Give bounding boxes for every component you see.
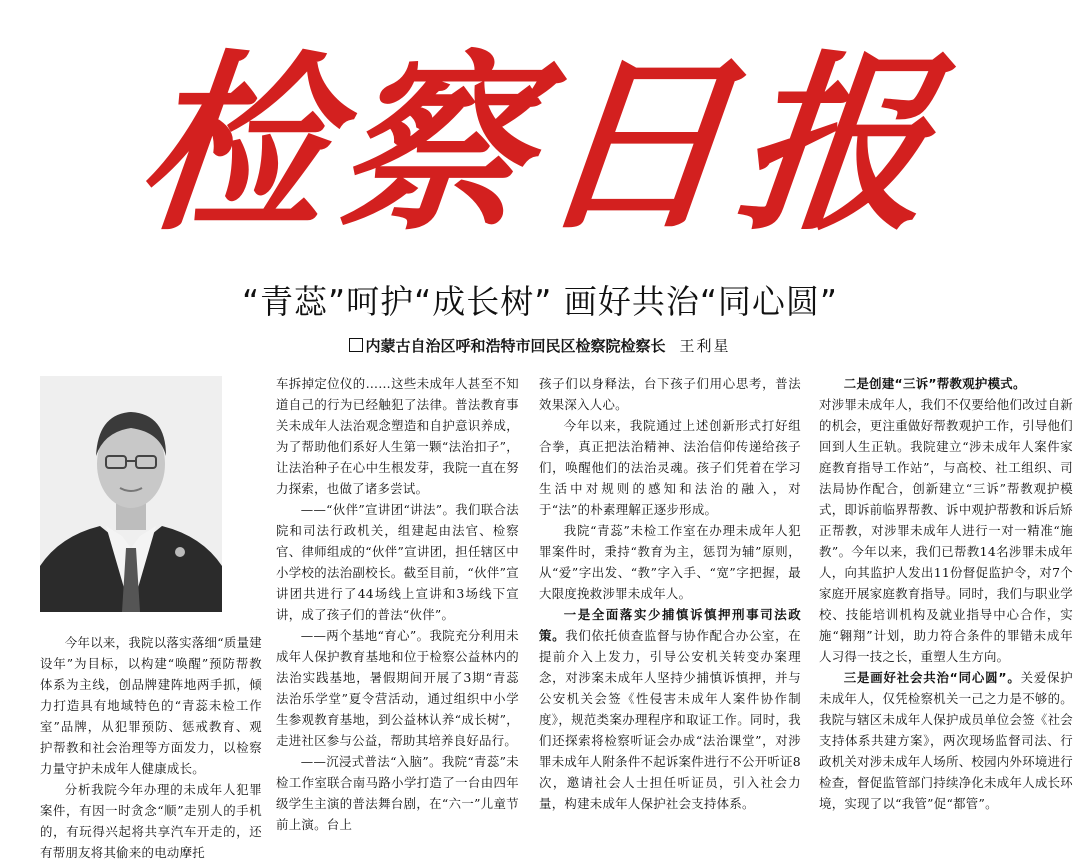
paragraph: 今年以来，我院以落实落细“质量建设年”为目标，以构建“唤醒”预防帮教体系为主线，创品牌建阵地两手抓，倾力打造具有地域特色的“青蕊未检工作室”品牌，从犯罪预防、惩戒教育、观护帮教和社会治理等方面发力，以检察力量守护未成年人健康成长。	[40, 635, 262, 776]
paragraph: 分析我院今年办理的未成年人犯罪案件，有因一时贪念“顺”走别人的手机的，有玩得兴起将共享汽车开走的，还有帮朋友将其偷来的电动摩托	[40, 782, 262, 860]
section-heading: 三是画好社会共治“同心圆”。	[843, 670, 1021, 685]
article-column-1	[40, 632, 262, 863]
author-portrait-photo	[40, 376, 222, 612]
article-column-3	[539, 373, 801, 814]
paragraph-text: 我们依托侦查监督与协作配合办公室，在提前介入上发力，引导公安机关转变办案理念，对涉案未成年人坚持少捕慎诉慎押，并与公安机关会签《性侵害未成年人案件协作制度》，规范类案办理程序和取证工作。同时，我们还探索将检察听证会办成“法治课堂”，对涉罪未成年人附条件不起诉案件进行不公开听证8次，邀请社会人士担任听证员，引入社会力量，构建未成年人保护社会支持体系。	[539, 628, 801, 811]
byline-author: 王利星	[679, 337, 731, 355]
paragraph: 孩子们以身释法，台下孩子们用心思考，普法效果深入人心。	[539, 376, 801, 412]
paragraph: ——“伙伴”宣讲团“讲法”。我们联合法院和司法行政机关，组建起由法官、检察官、律师组成的“伙伴”宣讲团，担任辖区中小学校的法治副校长。截至目前，“伙伴”宣讲团共进行了44场线上宣讲和3场线下宣讲，成了孩子们的普法“伙伴”。	[276, 502, 519, 622]
paragraph: ——两个基地“育心”。我院充分利用未成年人保护教育基地和位于检察公益林内的法治实践基地，暑假期间开展了3期“青蕊法治乐学堂”夏令营活动，通过组织中小学生参观教育基地，到公益林认养“成长树”，走进社区参与公益，帮助其培养良好品行。	[276, 628, 519, 748]
section-heading-2	[819, 373, 1073, 394]
paragraph: 对涉罪未成年人，我们不仅要给他们改过自新的机会，更注重做好帮教观护工作，引导他们回到人生正轨。我院建立“涉未成年人案件家庭教育指导工作站”，与高校、社工组织、司法局协作配合，创新建立“三诉”帮教观护模式，即诉前临界帮教、诉中观护帮教和诉后矫正帮教，对涉罪未成年人进行一对一精准“施教”。今年以来，我们已帮教14名涉罪未成年人，向其监护人发出11份督促监护令，对7个家庭开展家庭教育指导。同时，我们与职业学校、技能培训机构及就业指导中心合作，实施“翱翔”计划，助力符合条件的罪错未成年人习得一技之长，重塑人生方向。	[819, 397, 1073, 664]
section-heading: 二是创建“三诉”帮教观护模式。	[843, 376, 1026, 391]
byline-org: 内蒙古自治区呼和浩特市回民区检察院检察长	[365, 337, 666, 355]
byline	[0, 335, 1080, 356]
article-column-4	[819, 373, 1073, 814]
paragraph: 今年以来，我院通过上述创新形式打好组合拳，真正把法治精神、法治信仰传递给孩子们，唤醒他们的法治灵魂。孩子们凭着在学习生活中对规则的感知和法治的融入，对于“法”的朴素理解正逐步形成。	[539, 418, 801, 517]
portrait-photo-icon	[40, 376, 222, 612]
paragraph: 车拆掉定位仪的……这些未成年人甚至不知道自己的行为已经触犯了法律。普法教育事关未成年人法治观念塑造和自护意识养成，为了帮助他们系好人生第一颗“法治扣子”，让法治种子在心中生根发芽，我院一直在努力探索，也做了诸多尝试。	[276, 376, 519, 496]
square-box-icon	[349, 338, 363, 352]
paragraph-text: 关爱保护未成年人，仅凭检察机关一己之力是不够的。我院与辖区未成年人保护成员单位会签《社会支持体系共建方案》，两次现场监督司法、行政机关对涉未成年人场所、校园内外环境进行检查，督促监管部门持续净化未成年人成长环境，实现了以“我管”促“都管”。	[819, 670, 1073, 811]
article-headline: “青蕊”呵护“成长树” 画好共治“同心圆”	[241, 282, 839, 321]
paragraph: ——沉浸式普法“入脑”。我院“青蕊”未检工作室联合南马路小学打造了一台由四年级学生主演的普法舞台剧，在“六一”儿童节前上演。台上	[276, 754, 519, 832]
masthead	[128, 20, 952, 270]
newspaper-title: 检察日报	[128, 33, 952, 256]
paragraph	[539, 604, 801, 814]
section-heading: 一是全面落实少捕慎诉慎押刑事司法政策。	[539, 607, 801, 643]
paragraph: 我院“青蕊”未检工作室在办理未成年人犯罪案件时，秉持“教育为主，惩罚为辅”原则，从“爱”字出发、“教”字入手、“宽”字把握，最大限度挽救涉罪未成年人。	[539, 523, 801, 601]
paragraph	[819, 667, 1073, 814]
article-column-2	[276, 373, 519, 835]
